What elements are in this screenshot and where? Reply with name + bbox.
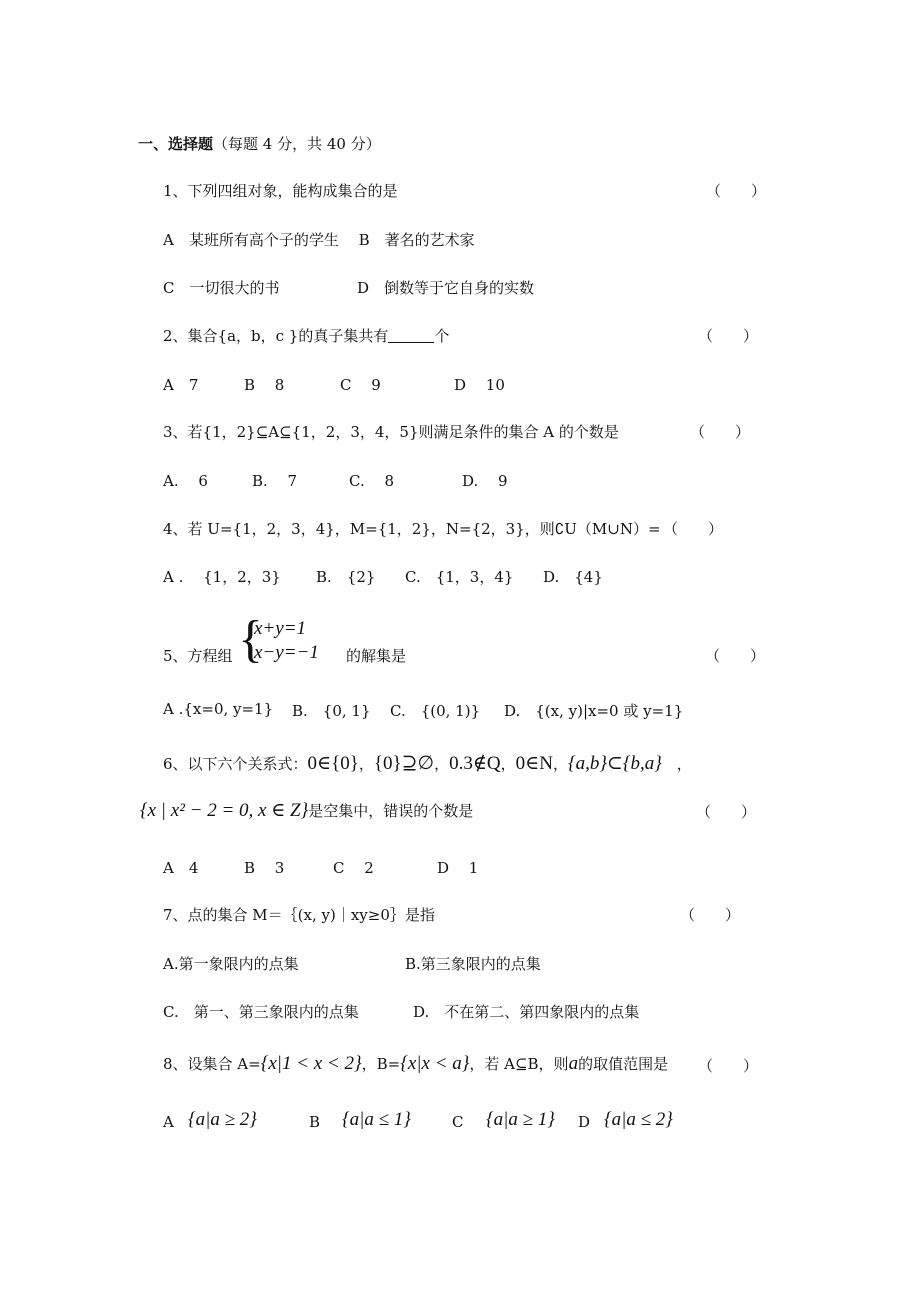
section-note: （每题 4 分，共 40 分） (213, 135, 381, 153)
q3-option-a: A. 6 (163, 472, 208, 490)
q8-option-a-letter: A (163, 1113, 174, 1131)
q5-stem-a: 5、方程组 (163, 647, 233, 665)
q4-option-d: D. {4} (543, 568, 603, 586)
q2-answer-paren[interactable]: （ ） (698, 327, 759, 345)
q1-answer-paren[interactable]: （ ） (706, 182, 767, 200)
q6-line-1: 6、以下六个关系式：0∈{0}，{0}⊇∅，0.3∉Q，0∈N，{a,b}⊂{b,a} ， (163, 753, 692, 774)
q7-option-d: D. 不在第二、第四象限内的点集 (413, 1003, 640, 1021)
q5-option-c: C. {(0, 1)} (390, 702, 481, 720)
q8-stem-c: ，若 A⊆B，则 (469, 1055, 569, 1073)
q8-stem-a: 8、设集合 A= (163, 1055, 261, 1073)
q5-equation-system (238, 611, 338, 668)
q5-option-d: D. {(x, y)|x=0 或 y=1} (504, 702, 684, 720)
q6-relation-3: 0.3∉Q (449, 753, 501, 774)
q2-option-b: B 8 (244, 376, 285, 394)
q5-option-a: A .{x=0, y=1} (163, 700, 274, 718)
q3-option-b: B. 7 (252, 472, 298, 490)
q5-equation-1: x+y=1 (254, 618, 307, 639)
q6-option-a: A 4 (163, 859, 199, 877)
q8-set-b: {x|x < a} (400, 1053, 470, 1074)
q6-option-d: D 1 (437, 859, 479, 877)
q5-equation-2: x−y=−1 (254, 642, 319, 663)
q8-variable: a (568, 1053, 579, 1074)
q8-stem (163, 1053, 668, 1075)
q2-stem-a: 2、集合{a，b，c }的真子集共有 (163, 327, 389, 345)
q6-answer-paren[interactable]: （ ） (696, 803, 757, 821)
q6-relation-5: {a,b}⊂{b,a} (567, 753, 662, 774)
q2-blank (388, 328, 434, 343)
q2-stem (163, 325, 449, 346)
q2-stem-b: 个 (434, 327, 450, 345)
q5-system-brace: { (238, 611, 263, 668)
q1-stem: 1、下列四组对象，能构成集合的是 (163, 182, 398, 200)
q7-option-c: C. 第一、第三象限内的点集 (163, 1003, 359, 1021)
q1-option-c: C 一切很大的书 (163, 279, 280, 297)
section-number: 一、 (138, 135, 169, 153)
q8-answer-paren[interactable]: （ ） (698, 1057, 759, 1075)
q8-stem-b: ，B= (361, 1055, 401, 1073)
q8-option-d-letter: D (578, 1113, 591, 1131)
q4-option-b: B. {2} (316, 568, 376, 586)
q2-option-a: A 7 (163, 376, 199, 394)
q6-option-b: B 3 (244, 859, 285, 877)
q6-set-expression: {x | x² − 2 = 0, x ∈ Z} (140, 800, 309, 821)
q6-relation-4: 0∈N (515, 753, 553, 774)
q6-stem-b: 是空集中，错误的个数是 (308, 802, 474, 820)
q6-relation-1: 0∈{0} (307, 753, 359, 774)
q1-options-ab: A 某班所有高个子的学生 B 著名的艺术家 (163, 231, 475, 249)
q1-option-d: D 倒数等于它自身的实数 (357, 279, 535, 297)
q3-answer-paren[interactable]: （ ） (690, 423, 751, 441)
q6-option-c: C 2 (333, 859, 374, 877)
q4-stem: 4、若 U={1，2，3，4}，M={1，2}，N={2，3}，则∁U（M∪N）= (163, 520, 661, 538)
q3-option-d: D. 9 (462, 472, 508, 490)
q3-stem: 3、若{1，2}⊆A⊆{1，2，3，4，5}则满足条件的集合 A 的个数是 (163, 423, 619, 441)
q8-option-d-set: {a|a ≤ 2} (604, 1109, 673, 1130)
q7-stem: 7、点的集合 M＝｛(x, y)｜xy≥0｝是指 (163, 906, 435, 924)
q8-option-b-set: {a|a ≤ 1} (342, 1109, 411, 1130)
q5-stem-b: 的解集是 (346, 647, 407, 665)
q8-option-a-set: {a|a ≥ 2} (188, 1109, 257, 1130)
section-heading (138, 133, 381, 154)
q7-answer-paren[interactable]: （ ） (680, 906, 741, 924)
q3-option-c: C. 8 (349, 472, 395, 490)
q8-option-c-set: {a|a ≥ 1} (486, 1109, 555, 1130)
q7-option-a: A.第一象限内的点集 (163, 955, 299, 973)
q8-stem-d: 的取值范围是 (578, 1055, 669, 1073)
q2-option-d: D 10 (454, 376, 505, 394)
q5-answer-paren[interactable]: （ ） (705, 647, 766, 665)
q7-option-b: B.第三象限内的点集 (405, 955, 541, 973)
q4-answer-paren[interactable]: （ ） (663, 520, 724, 538)
section-title: 选择题 (168, 135, 214, 153)
q5-option-b: B. {0, 1} (292, 702, 371, 720)
q8-option-c-letter: C (452, 1113, 464, 1131)
q6-stem-a: 6、以下六个关系式： (163, 755, 308, 773)
q8-set-a: {x|1 < x < 2} (260, 1053, 362, 1074)
q4-option-c: C. {1，3，4} (405, 568, 514, 586)
q6-line-2 (140, 799, 473, 822)
q2-option-c: C 9 (340, 376, 381, 394)
q4-option-a: A . {1，2，3} (163, 568, 281, 586)
q6-relation-2: {0}⊇∅ (373, 753, 435, 774)
q8-option-b-letter: B (309, 1113, 321, 1131)
